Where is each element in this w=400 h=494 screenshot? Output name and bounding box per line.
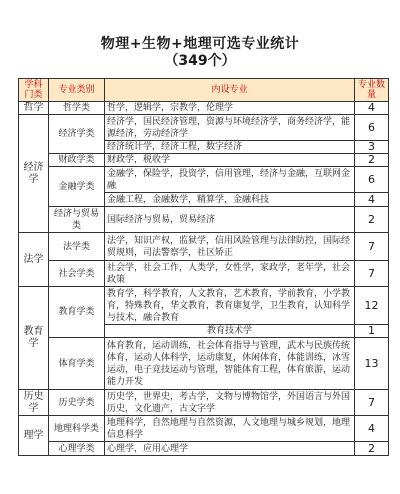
majors-cell: 社会学，社会工作，人类学，女性学，家政学，老年学，社会政策 <box>105 261 355 287</box>
table-row <box>19 261 389 287</box>
table-row <box>19 416 389 442</box>
category-cell: 法学 <box>19 233 49 287</box>
majors-cell: 教育学，科学教育，人文教育，艺术教育，学前教育，小学教育，特殊教育，华文教育，教育康复学，卫生教育，认知科学与技术，融合教育 <box>105 287 355 325</box>
table-row <box>19 154 389 167</box>
type-cell: 哲学类 <box>49 102 105 115</box>
majors-cell: 金融学，保险学，投资学，信用管理，经济与金融，互联网金融 <box>105 167 355 193</box>
table-row <box>19 442 389 456</box>
header-majors: 内设专业 <box>105 79 355 102</box>
category-cell: 理学 <box>19 416 49 456</box>
count-cell: 13 <box>355 338 389 390</box>
type-cell: 地理科学类 <box>49 416 105 442</box>
count-cell: 1 <box>355 325 389 338</box>
majors-cell: 地理科学，自然地理与自然资源，人文地理与城乡规划，地理信息科学 <box>105 416 355 442</box>
count-cell: 6 <box>355 167 389 193</box>
count-cell: 7 <box>355 233 389 261</box>
page-subtitle: （349个） <box>164 53 236 69</box>
count-cell: 4 <box>355 102 389 115</box>
majors-cell: 国际经济与贸易，贸易经济 <box>105 207 355 233</box>
table-header-row <box>19 79 389 102</box>
count-cell: 6 <box>355 115 389 141</box>
header-type: 专业类别 <box>49 79 105 102</box>
count-cell: 7 <box>355 261 389 287</box>
major-stats-table <box>18 78 389 456</box>
table-row <box>19 287 389 325</box>
table-row <box>19 102 389 115</box>
majors-cell: 心理学，应用心理学 <box>105 442 355 456</box>
majors-cell: 历史学，世界史，考古学，文物与博物馆学，外国语言与外国历史，文化遗产，古文字学 <box>105 390 355 416</box>
table-row <box>19 167 389 193</box>
category-cell: 教育学 <box>19 287 49 390</box>
page-title: 物理+生物+地理可选专业统计 <box>100 36 300 52</box>
majors-cell: 体育教育，运动训练，社会体育指导与管理，武术与民族传统体育，运动人体科学，运动康复，休闲体育，体能训练，冰雪运动，电子竞技运动与管理，智能体育工程，体育旅游，运动能力开发 <box>105 338 355 390</box>
type-cell: 财政学类 <box>49 154 105 167</box>
category-cell: 历史学 <box>19 390 49 416</box>
type-cell: 经济学类 <box>49 115 105 154</box>
type-cell: 经济与贸易类 <box>49 207 105 233</box>
category-cell: 哲学 <box>19 102 49 115</box>
majors-cell: 金融工程，金融数学，精算学，金融科技 <box>105 193 355 207</box>
type-cell: 心理学类 <box>49 442 105 456</box>
table-row <box>19 207 389 233</box>
majors-cell: 财政学，税收学 <box>105 154 355 167</box>
type-cell: 体育学类 <box>49 338 105 390</box>
count-cell: 7 <box>355 390 389 416</box>
category-cell: 经济学 <box>19 115 49 233</box>
count-cell: 2 <box>355 207 389 233</box>
type-cell: 教育学类 <box>49 287 105 338</box>
majors-cell: 哲学，逻辑学，宗教学，伦理学 <box>105 102 355 115</box>
majors-cell: 法学，知识产权，监狱学，信用风险管理与法律防控，国际经贸规则，司法警察学，社区矫正 <box>105 233 355 261</box>
type-cell: 法学类 <box>49 233 105 261</box>
type-cell: 社会学类 <box>49 261 105 287</box>
table-row <box>19 338 389 390</box>
count-cell: 4 <box>355 193 389 207</box>
table-row <box>19 115 389 141</box>
header-category: 学科门类 <box>19 79 49 102</box>
count-cell: 3 <box>355 141 389 154</box>
count-cell: 2 <box>355 442 389 456</box>
majors-cell: 教育技术学 <box>105 325 355 338</box>
table-row <box>19 390 389 416</box>
type-cell: 历史学类 <box>49 390 105 416</box>
count-cell: 4 <box>355 416 389 442</box>
count-cell: 2 <box>355 154 389 167</box>
count-cell: 12 <box>355 287 389 325</box>
majors-cell: 经济统计学，经济工程，数字经济 <box>105 141 355 154</box>
type-cell: 金融学类 <box>49 167 105 207</box>
header-count: 专业数量 <box>355 79 389 102</box>
majors-cell: 经济学，国民经济管理，资源与环境经济学，商务经济学，能源经济，劳动经济学 <box>105 115 355 141</box>
table-row <box>19 233 389 261</box>
